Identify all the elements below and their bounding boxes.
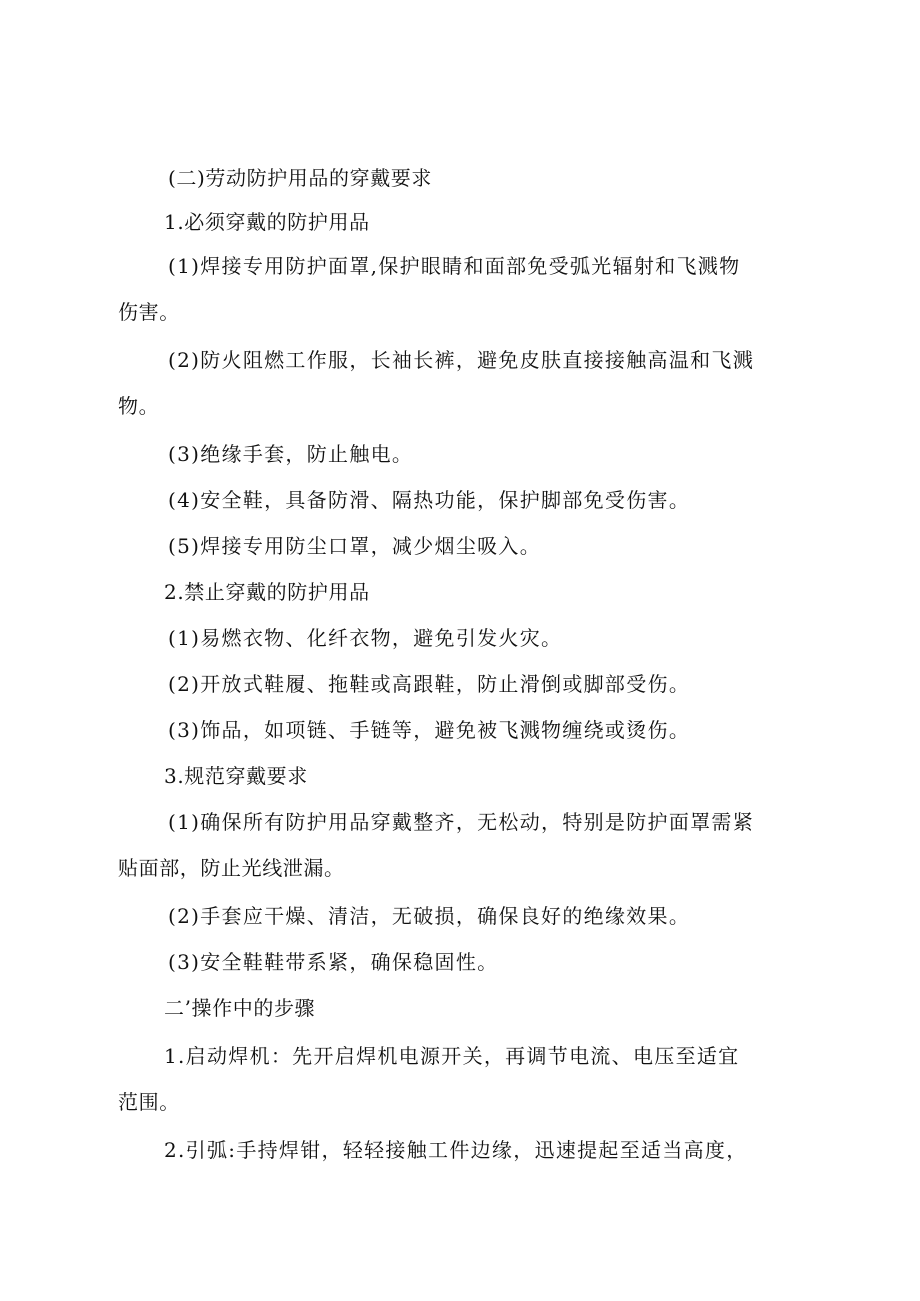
paragraph-line: (1)确保所有防护用品穿戴整齐，无松动，特别是防护面罩需紧: [168, 810, 755, 834]
paragraph-line: (3)安全鞋鞋带系紧，确保稳固性。: [168, 950, 499, 974]
document-body: [118, 156, 808, 1172]
paragraph-line: 范围。: [118, 1090, 180, 1114]
subsection-heading-standard: 3.规范穿戴要求: [164, 764, 308, 788]
paragraph-line: (3)饰品，如项链、手链等，避免被飞溅物缠绕或烫伤。: [168, 718, 691, 742]
paragraph-line: 1.启动焊机：先开启焊机电源开关，再调节电流、电压至适宜: [164, 1044, 740, 1068]
paragraph-line: (2)手套应干燥、清洁，无破损，确保良好的绝缘效果。: [168, 904, 691, 928]
paragraph-line: (3)绝缘手套，防止触电。: [168, 442, 414, 466]
section-heading-operation: 二’操作中的步骤: [164, 996, 316, 1020]
subsection-heading-prohibited: 2.禁止穿戴的防护用品: [164, 580, 370, 604]
paragraph-line: (4)安全鞋，具备防滑、隔热功能，保护脚部免受伤害。: [168, 488, 691, 512]
paragraph-line: (2)防火阻燃工作服，长袖长裤，避免皮肤直接接触高温和飞溅: [168, 348, 755, 372]
paragraph-line: 伤害。: [118, 300, 180, 324]
paragraph-line: 贴面部，防止光线泄漏。: [118, 856, 345, 880]
subsection-heading-required: 1.必须穿戴的防护用品: [164, 210, 370, 234]
paragraph-line: 物。: [118, 394, 160, 418]
section-heading-ppe: (二)劳动防护用品的穿戴要求: [168, 166, 433, 190]
paragraph-line: (2)开放式鞋履、拖鞋或高跟鞋，防止滑倒或脚部受伤。: [168, 672, 691, 696]
paragraph-line: (1)焊接专用防护面罩,保护眼睛和面部免受弧光辐射和飞溅物: [168, 254, 741, 278]
paragraph-line: (5)焊接专用防尘口罩，减少烟尘吸入。: [168, 534, 542, 558]
paragraph-line: 2.引弧:手持焊钳，轻轻接触工件边缘，迅速提起至适当高度，: [164, 1138, 748, 1162]
paragraph-line: (1)易燃衣物、化纤衣物，避免引发火灾。: [168, 626, 563, 650]
